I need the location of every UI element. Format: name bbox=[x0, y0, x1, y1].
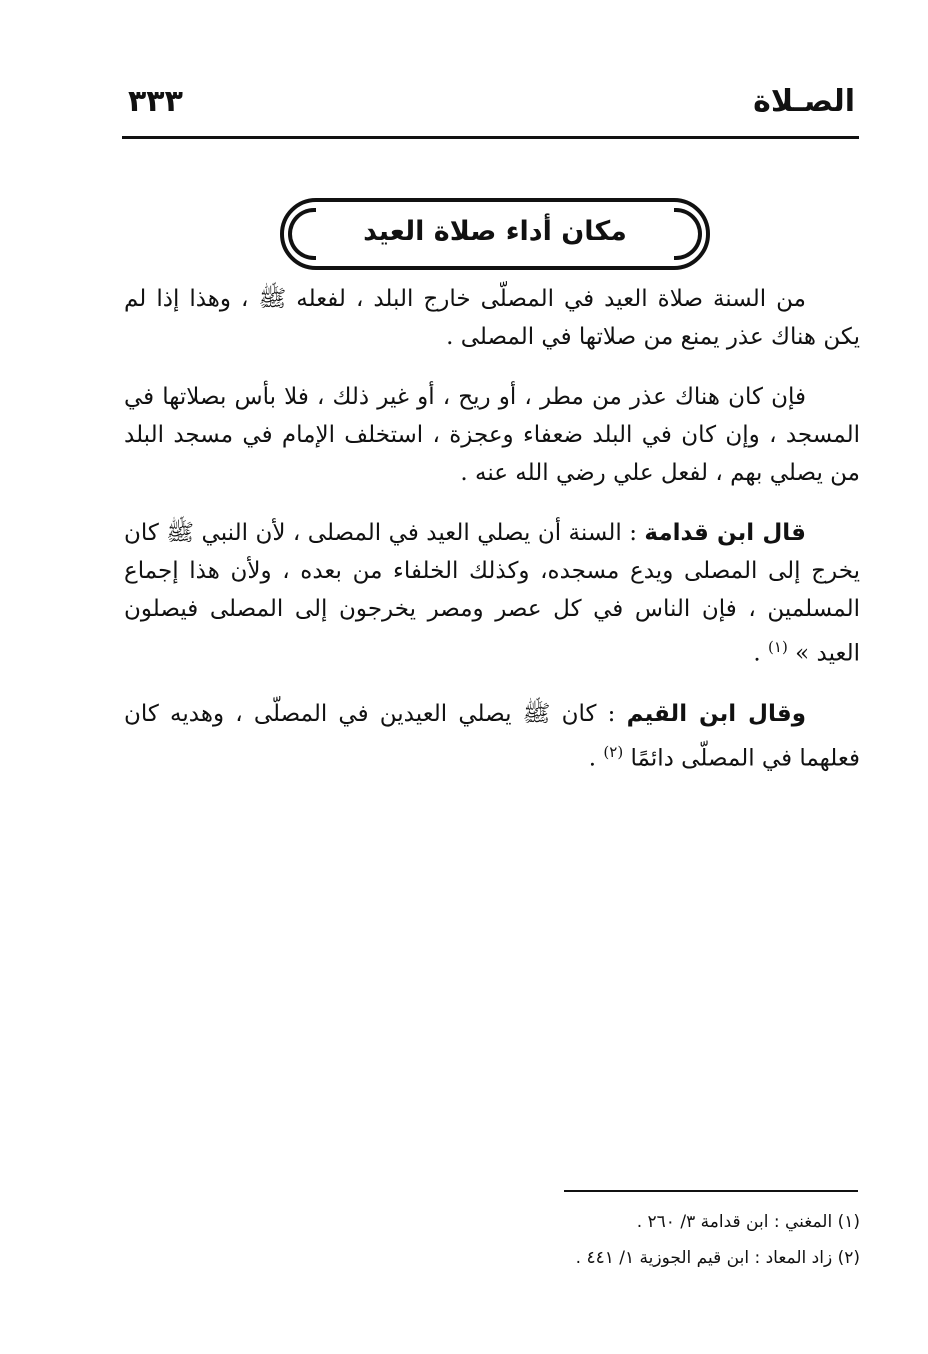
footnote-ref: (١) bbox=[768, 638, 788, 656]
footnotes bbox=[420, 1204, 860, 1276]
chapter-title: الصـلاة bbox=[753, 84, 855, 119]
quote-speaker: وقال ابن القيم bbox=[626, 700, 806, 727]
quote-speaker: قال ابن قدامة bbox=[644, 520, 806, 546]
section-title: مكان أداء صلاة العيد bbox=[363, 216, 627, 247]
paragraph-tail: . bbox=[588, 745, 604, 772]
paragraph-2 bbox=[124, 378, 860, 492]
paragraph-4 bbox=[124, 695, 860, 778]
paragraph-text: من السنة صلاة العيد في المصلّى خارج البلد ، لفعله ﷺ ، وهذا إذا لم يكن هناك عذر يمنع من صلاتها في المصلى . bbox=[124, 286, 860, 350]
footnote-1: (١) المغني : ابن قدامة ٣/ ٢٦٠ . bbox=[636, 1212, 860, 1232]
section-title-frame bbox=[280, 198, 710, 270]
page-number: ٣٣٣ bbox=[128, 84, 183, 119]
body-text bbox=[124, 280, 860, 799]
paragraph-1 bbox=[124, 280, 860, 356]
paragraph-text: : كان ﷺ يصلي العيدين في المصلّى ، وهديه كان فعلهما في المصلّى دائمًا bbox=[124, 700, 860, 772]
paragraph-text: فإن كان هناك عذر من مطر ، أو ريح ، أو غير ذلك ، فلا بأس بصلاتها في المسجد ، وإن كان في البلد ضعفاء وعجزة ، استخلف الإمام في مسجد البلد من يصلي بهم ، لفعل علي رضي الله عنه . bbox=[124, 384, 860, 486]
footnote-divider bbox=[564, 1190, 858, 1192]
footnote-ref: (٢) bbox=[603, 742, 624, 761]
paragraph-tail: . bbox=[753, 640, 769, 667]
paragraph-text: : السنة أن يصلي العيد في المصلى ، لأن النبي ﷺ كان يخرج إلى المصلى ويدع مسجده، وكذلك الخلفاء من بعده ، ولأن هذا إجماع المسلمين ، فإن الناس في كل عصر ومصر يخرجون إلى المصلى فيصلون العيد » bbox=[124, 520, 860, 667]
running-header bbox=[122, 78, 859, 139]
footnote-2: (٢) زاد المعاد : ابن قيم الجوزية ١/ ٤٤١ . bbox=[575, 1248, 860, 1268]
paragraph-3 bbox=[124, 514, 860, 673]
